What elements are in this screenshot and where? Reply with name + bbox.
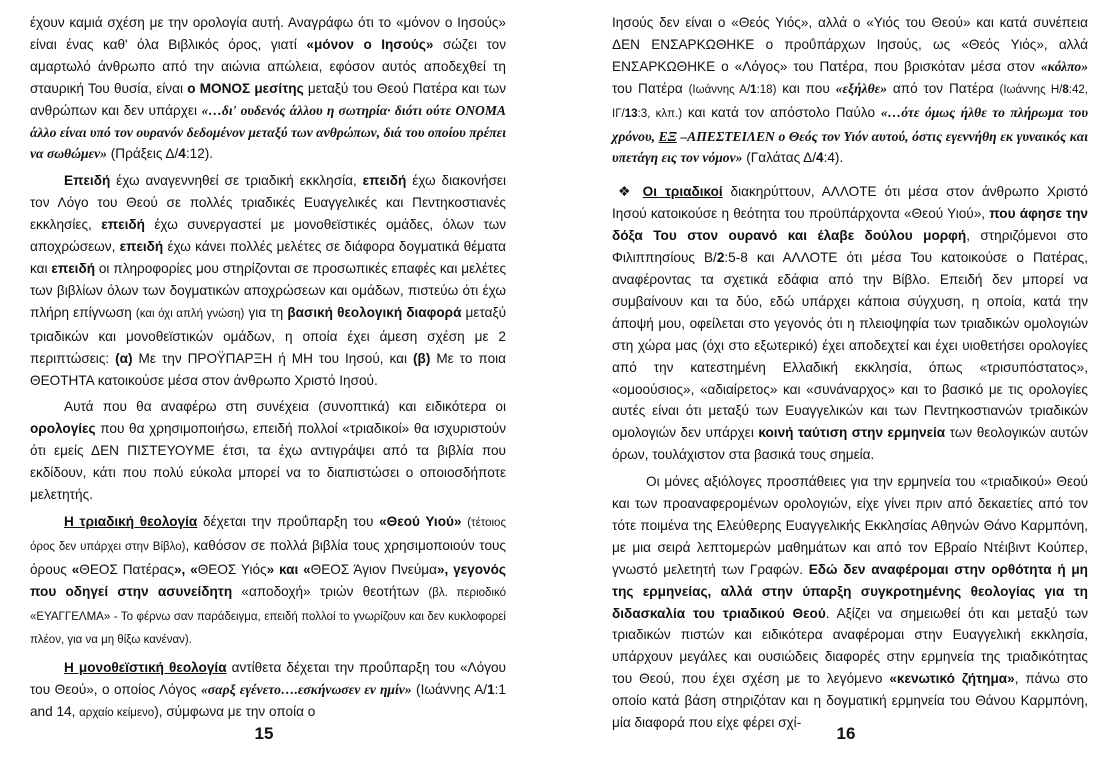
page-number: 16	[836, 724, 856, 743]
paragraph: έχουν καμιά σχέση με την ορολογία αυτή. Αναγράφω ότι το «μόνον ο Ιησούς» είναι ένας καθ' όλα Βιβλικός όρος, γιατί «μόνον ο Ιησούς» σώζει τον αμαρτωλό άνθρωπο από την αιώνια απώλεια, εφόσον αυτός αποδεχθεί τη σταυρική Του θυσία, είναι ο ΜΟΝΟΣ μεσίτης μεταξύ του Θεού Πατέρα και των ανθρώπων και δεν υπάρχει «…δι' ουδενός άλλου η σωτηρία· διότι ούτε ΟΝΟΜΑ άλλο είναι υπό τον ουρανόν δεδομένον μεταξύ των ανθρώπων, διά του οποίου πρέπει να σωθώμεν» (Πράξεις Δ/4:12).	[30, 15, 507, 162]
paragraph: Ιησούς δεν είναι ο «Θεός Υιός», αλλά ο «Υιός του Θεού» και κατά συνέπεια ΔΕΝ ΕΝΣΑΡΚΩΘΗΚΕ ο προΰπάρχων Ιησούς, ως «Θεός Υιός», αλλά ΕΝΣΑΡΚΩΘΗΚΕ ο «Λόγος» του Πατέρα, που βρισκόταν μέσα στον «κόλπο» του Πατέρα (Ιωάννης Α/1:18) και που «εξήλθε» από τον Πατέρα (Ιωάννης Η/8:42, ΙΓ/13:3, κλπ.) και κατά τον απόστολο Παύλο «…ότε όμως ήλθε το πλήρωμα του χρόνου, ΕΞ –ΑΠΕΣΤΕΙΛΕΝ ο Θεός τον Υιόν αυτού, όστις εγεννήθη εκ γυναικός και υπετάγη εις τον νόμον» (Γαλάτας Δ/4:4).	[612, 15, 1089, 166]
paragraph: ❖ Οι τριαδικοί διακηρύττουν, ΑΛΛΟΤΕ ότι μέσα στον άνθρωπο Χριστό Ιησού κατοικούσε η θεότητα του προϋπάρχοντα «Θεού Υιού», που άφησε την δόξα Του στον ουρανό και έλαβε δούλου μορφή, στηριζόμενοι στο Φιλιππησίους Β/2:5-8 και ΑΛΛΟΤΕ ότι μέσα Του κατοικούσε ο Πατέρας, αναφέροντας τα σχετικά εδάφια από την Βίβλο. Επειδή δεν μπορεί να συμβαίνουν και τα δύο, εδώ υπάρχει κάποια σύγχυση, η οποία, κατά την άποψή μου, οφείλεται στο γεγονός ότι η πλειοψηφία των τριαδικών ομολογιών στη χώρα μας (όχι στο εξωτερικό) έχει αποδεχτεί και έχει υιοθετήσει ορολογίες από την κατεστημένη Ελλαδική εκκλησία, όπως «τρισυπόστατος», «ομοούσιος», «αδιαίρετος» και «συνάναρχος» και το βασικό με τις ορολογίες αυτές είναι ότι μεταξύ των Ευαγγελικών και των Πεντηκοστιανών τριαδικών ομολογιών δεν υπάρχει κοινή ταύτιση στην ερμηνεία των θεολογικών αυτών όρων, τουλάχιστον στα βασικά τους σημεία.	[612, 183, 1088, 463]
paragraph: Οι μόνες αξιόλογες προσπάθειες για την ερμηνεία του «τριαδικού» Θεού και των προαναφερομένων ορολογιών, είχε γίνει πριν από δεκαετίες από τον τότε ποιμένα της Ελεύθερης Ευαγγελικής Εκκλησίας Αθηνών Θάνο Καρμπόνη, με μια σειρά λεπτομερών μαθημάτων και από τον Εβραίο Ντέιβιντ Κούπερ, γνωστό μελετητή των Γραφών. Εδώ δεν αναφέρομαι στην ορθότητα ή μη της ερμηνείας, αλλά στην ύπαρξη συγκροτημένης θεολογίας για τη διδασκαλία του τριαδικού Θεού. Αξίζει να σημειωθεί ότι και μεταξύ των τριαδικών πιστών και ειδικότερα αναφέρομαι στην Ευαγγελική εκκλησία, υπάρχουν μεγάλες και ουσιώδεις διαφορές στην ερμηνεία της τριαδικότητας του Θεού, που έχει σχέση με το λεγόμενο «κενωτικό ζήτημα», πάνω στο οποίο κατά βάση στηριζόταν και η δογματική ερμηνεία του Θάνου Καρμπόνη, μία διαφορά που είχε φέρει σχί-	[612, 474, 1088, 731]
page-number: 15	[254, 724, 274, 743]
paragraph: Επειδή έχω αναγεννηθεί σε τριαδική εκκλησία, επειδή έχω διακονήσει τον Λόγο του Θεού σε πολλές τριαδικές Ευαγγελικές και Πεντηκοστιανές εκκλησίες, επειδή έχω συνεργαστεί με μονοθεϊστικές ομάδες, όλων των αποχρώσεων, επειδή έχω κάνει πολλές μελέτες σε διάφορα δογματικά θέματα και επειδή οι πληροφορίες μου στηρίζονται σε προσωπικές επαφές και μελέτες των βιβλίων όλων των δογματικών αποχρώσεων και ομάδων, πιστεύω ότι έχω πλήρη επίγνωση (και όχι απλή γνώση) για τη βασική θεολογική διαφορά μεταξύ τριαδικών και μονοθεϊστικών ομάδων, η οποία έχει άμεση σχέση με 2 περιπτώσεις: (α) Με την ΠΡΟΫΠΑΡΞΗ ή ΜΗ του Ιησού, και (β) Με το ποια ΘΕΟΤΗΤΑ κατοικούσε μέσα στον άνθρωπο Χριστό Ιησού.	[30, 173, 507, 388]
paragraph: Αυτά που θα αναφέρω στη συνέχεια (συνοπτικά) και ειδικότερα οι ορολογίες που θα χρησιμοποιήσω, επειδή πολλοί «τριαδικοί» θα ισχυριστούν ότι εμείς ΔΕΝ ΠΙΣΤΕΥΟΥΜΕ έτσι, τα έχω αντιγράψει από τα βιβλία που εκδίδουν, κάτι που πολύ εύκολα μπορεί να το διαπιστώσει ο οποιοσδήποτε μελετητής.	[30, 399, 506, 503]
diamond-bullet-icon: ❖	[618, 183, 635, 200]
right-page	[612, 12, 1088, 734]
paragraph: Η μονοθεϊστική θεολογία αντίθετα δέχεται την προΰπαρξη του «Λόγου του Θεού», ο οποίος Λόγος «σαρξ εγένετο….εσκήνωσεν εν ημίν» (Ιωάννης Α/1:1 and 14, αρχαίο κείμενο), σύμφωνα με την οποία ο	[30, 660, 506, 720]
left-page	[30, 12, 506, 725]
paragraph: Η τριαδική θεολογία δέχεται την προΰπαρξη του «Θεού Υιού» (τέτοιος όρος δεν υπάρχει στην Βίβλο), καθόσον σε πολλά βιβλία τους χρησιμοποιούν τους όρους «ΘΕΟΣ Πατέρας», «ΘΕΟΣ Υιός» και «ΘΕΟΣ Άγιον Πνεύμα», γεγονός που οδηγεί στην ασυνείδητη «αποδοχή» τριών θεοτήτων (βλ. περιοδικό «ΕΥΑΓΓΕΛΜΑ» - Το φέρνω σαν παράδειγμα, επειδή πολλοί το γνωρίζουν και δεν κυκλοφορεί πλέον, για να μη θίξω κανέναν).	[30, 513, 506, 647]
